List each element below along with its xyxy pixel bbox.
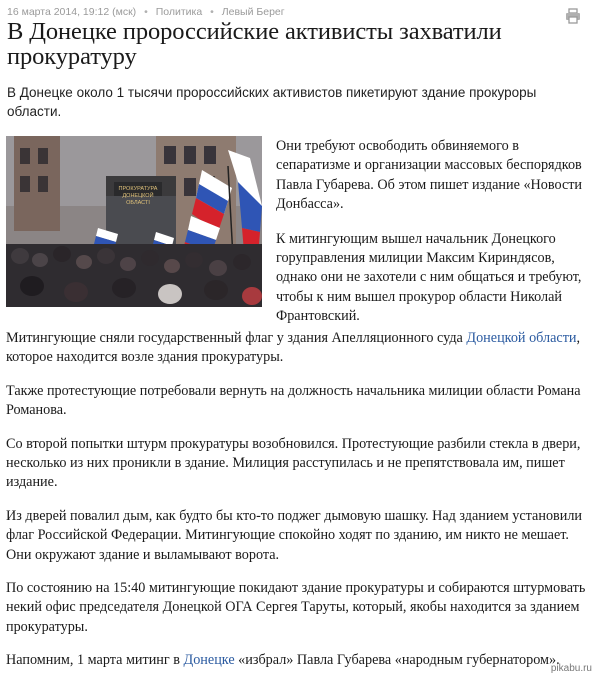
photo-sign-line: ПРОКУРАТУРА <box>118 186 158 192</box>
paragraph-text: «избрал» Павла Губарева «народным губернатором». <box>234 652 560 669</box>
meta-separator: • <box>144 6 148 18</box>
paragraph: Из дверей повалил дым, как будто бы кто-то поджег дымовую шашку. Над зданием установили флаг Российской Федерации. Митингующие спокойно ходят по зданию, им никто не мешает. Они окружают здание и выламывают ворота. <box>6 507 582 563</box>
paragraph: Со второй попытки штурм прокуратуры возобновился. Протестующие разбили стекла в двери, несколько из них проникли в здание. Милиция расступилась и не препятствовала им, пишет издание. <box>6 435 581 491</box>
article-meta <box>7 6 285 18</box>
paragraph: Также протестующие потребовали вернуть на должность начальника милиции области Романа Романова. <box>6 382 581 419</box>
paragraph-text: Напомним, 1 марта митинг в <box>6 652 184 669</box>
article-title: В Донецке пророссийские активисты захватили прокуратуру <box>7 18 502 70</box>
article-lead: В Донецке около 1 тысячи пророссийских активистов пикетируют здание прокуроры области. <box>7 85 537 119</box>
category-left-bank-link[interactable]: Левый Берег <box>221 6 285 18</box>
publish-date: 16 марта 2014, 19:12 (мск) <box>7 6 137 18</box>
side-text <box>276 137 596 327</box>
watermark: pikabu.ru <box>550 663 592 674</box>
paragraph: По состоянию на 15:40 митингующие покидают здание прокуратуры и собираются штурмовать некий офис председателя Донецкой ОГА Сергея Таруты, который, якобы находится за зданием прокуратуры. <box>6 580 586 635</box>
meta-separator: • <box>210 6 214 18</box>
paragraph <box>6 651 594 670</box>
paragraph: Они требуют освободить обвиняемого в сепаратизме и организации массовых беспорядков Павла Губарева. Об этом пишет издание «Новости Донбасса». <box>276 138 583 213</box>
paragraph-text: , которое находится возле здания прокуратуры. <box>6 330 581 366</box>
paragraph: К митингующим вышел начальник Донецкого горуправления милиции Максим Кириндясов, однако они не захотели с ним общаться и требуют, чтобы к ним вышел прокурор области Николай Франтовский. <box>276 230 582 325</box>
photo-sign-line: ДОНЕЦКОЙ <box>122 193 154 199</box>
category-politics-link[interactable]: Политика <box>155 6 203 18</box>
article-photo <box>6 136 262 307</box>
photo-sign-line: ОБЛАСТІ <box>126 200 150 206</box>
donetsk-oblast-link[interactable]: Донецкой области <box>466 330 577 346</box>
donetsk-link[interactable]: Донецке <box>183 652 235 669</box>
article-body <box>6 329 594 671</box>
paragraph <box>6 329 594 368</box>
paragraph-text: Митингующие сняли государственный флаг у здания Апелляционного суда <box>6 330 467 346</box>
